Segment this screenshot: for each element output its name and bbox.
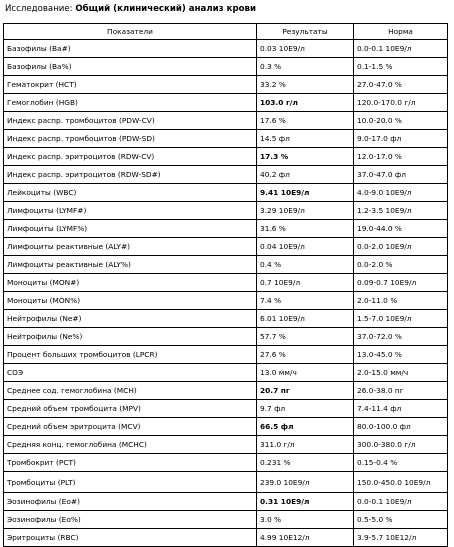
table-row [4, 40, 448, 58]
table-row [4, 472, 448, 493]
table-row [4, 511, 448, 529]
indicator-cell: Индекс распр. тромбоцитов (PDW-SD) [4, 130, 257, 148]
result-cell: 13.0 мм/ч [257, 364, 354, 382]
table-row [4, 328, 448, 346]
column-header-norm: Норма [354, 24, 448, 40]
indicator-cell: Тромбоциты (PLT) [4, 472, 257, 493]
indicator-cell: Эритроциты (RBC) [4, 529, 257, 547]
result-cell: 27.6 % [257, 346, 354, 364]
norm-cell: 300.0-380.0 г/л [354, 436, 448, 454]
result-cell: 0.231 % [257, 454, 354, 472]
table-row [4, 493, 448, 511]
table-row [4, 148, 448, 166]
indicator-cell: Базофилы (Ba#) [4, 40, 257, 58]
table-row [4, 292, 448, 310]
indicator-cell: Индекс распр. тромбоцитов (PDW-CV) [4, 112, 257, 130]
result-cell: 311.0 г/л [257, 436, 354, 454]
result-cell: 3.29 10E9/л [257, 202, 354, 220]
norm-cell: 0.09-0.7 10E9/л [354, 274, 448, 292]
norm-cell: 0.0-0.1 10E9/л [354, 40, 448, 58]
table-row [4, 310, 448, 328]
indicator-cell: Среднее сод. гемоглобина (MCH) [4, 382, 257, 400]
norm-cell: 80.0-100.0 фл [354, 418, 448, 436]
table-row [4, 166, 448, 184]
norm-cell: 3.9-5.7 10E12/л [354, 529, 448, 547]
norm-cell: 37.0-47.0 фл [354, 166, 448, 184]
result-cell: 0.4 % [257, 256, 354, 274]
result-cell: 9.41 10E9/л [257, 184, 354, 202]
table-row [4, 220, 448, 238]
result-cell: 9.7 фл [257, 400, 354, 418]
indicator-cell: Средняя конц. гемоглобина (MCHC) [4, 436, 257, 454]
indicator-cell: Нейтрофилы (Ne%) [4, 328, 257, 346]
result-cell: 31.6 % [257, 220, 354, 238]
norm-cell: 7.4-11.4 фл [354, 400, 448, 418]
table-header-row [4, 24, 448, 40]
result-cell: 0.3 % [257, 58, 354, 76]
indicator-cell: Эозинофилы (Eo%) [4, 511, 257, 529]
table-row [4, 454, 448, 472]
result-cell: 0.7 10E9/л [257, 274, 354, 292]
norm-cell: 1.5-7.0 10E9/л [354, 310, 448, 328]
result-cell: 66.5 фл [257, 418, 354, 436]
indicator-cell: Средний объем тромбоцита (MPV) [4, 400, 257, 418]
indicator-cell: Лимфоциты (LYMF#) [4, 202, 257, 220]
indicator-cell: Индекс распр. эритроцитов (RDW-SD#) [4, 166, 257, 184]
table-row [4, 76, 448, 94]
indicator-cell: Гемоглобин (HGB) [4, 94, 257, 112]
result-cell: 14.5 фл [257, 130, 354, 148]
norm-cell: 1.2-3.5 10E9/л [354, 202, 448, 220]
norm-cell: 4.0-9.0 10E9/л [354, 184, 448, 202]
result-cell: 6.01 10E9/л [257, 310, 354, 328]
result-cell: 0.31 10E9/л [257, 493, 354, 511]
result-cell: 0.03 10E9/л [257, 40, 354, 58]
table-row [4, 94, 448, 112]
indicator-cell: Лейкоциты (WBC) [4, 184, 257, 202]
norm-cell: 0.5-5.0 % [354, 511, 448, 529]
table-row [4, 238, 448, 256]
norm-cell: 9.0-17.0 фл [354, 130, 448, 148]
table-row [4, 529, 448, 547]
indicator-cell: Моноциты (MON%) [4, 292, 257, 310]
result-cell: 0.04 10E9/л [257, 238, 354, 256]
result-cell: 3.0 % [257, 511, 354, 529]
norm-cell: 10.0-20.0 % [354, 112, 448, 130]
norm-cell: 0.1-1.5 % [354, 58, 448, 76]
table-row [4, 202, 448, 220]
norm-cell: 2.0-11.0 % [354, 292, 448, 310]
norm-cell: 2.0-15.0 мм/ч [354, 364, 448, 382]
norm-cell: 27.0-47.0 % [354, 76, 448, 94]
table-row [4, 130, 448, 148]
indicator-cell: Тромбокрит (PCT) [4, 454, 257, 472]
table-row [4, 256, 448, 274]
norm-cell: 19.0-44.0 % [354, 220, 448, 238]
column-header-indicator: Показатели [4, 24, 257, 40]
indicator-cell: Лимфоциты реактивные (ALY%) [4, 256, 257, 274]
norm-cell: 0.0-0.1 10E9/л [354, 493, 448, 511]
result-cell: 239.0 10E9/л [257, 472, 354, 493]
norm-cell: 0.0-2.0 % [354, 256, 448, 274]
indicator-cell: Индекс распр. эритроцитов (RDW-CV) [4, 148, 257, 166]
table-row [4, 346, 448, 364]
result-cell: 33.2 % [257, 76, 354, 94]
norm-cell: 26.0-38.0 пг [354, 382, 448, 400]
result-cell: 4.99 10E12/л [257, 529, 354, 547]
norm-cell: 37.0-72.0 % [354, 328, 448, 346]
norm-cell: 150.0-450.0 10E9/л [354, 472, 448, 493]
indicator-cell: Лимфоциты (LYMF%) [4, 220, 257, 238]
column-header-result: Результаты [257, 24, 354, 40]
indicator-cell: Процент больших тромбоцитов (LPCR) [4, 346, 257, 364]
norm-cell: 0.15-0.4 % [354, 454, 448, 472]
indicator-cell: Базофилы (Ba%) [4, 58, 257, 76]
table-row [4, 112, 448, 130]
indicator-cell: Лимфоциты реактивные (ALY#) [4, 238, 257, 256]
table-row [4, 184, 448, 202]
table-row [4, 400, 448, 418]
table-row [4, 364, 448, 382]
result-cell: 7.4 % [257, 292, 354, 310]
table-row [4, 58, 448, 76]
result-cell: 17.6 % [257, 112, 354, 130]
norm-cell: 13.0-45.0 % [354, 346, 448, 364]
results-table-body [4, 40, 448, 547]
results-table [3, 23, 448, 547]
indicator-cell: Моноциты (MON#) [4, 274, 257, 292]
indicator-cell: Средний объем эритроцита (MCV) [4, 418, 257, 436]
study-title: Общий (клинический) анализ крови [75, 4, 256, 14]
result-cell: 20.7 пг [257, 382, 354, 400]
result-cell: 40.2 фл [257, 166, 354, 184]
result-cell: 57.7 % [257, 328, 354, 346]
indicator-cell: Гематокрит (HCT) [4, 76, 257, 94]
table-row [4, 418, 448, 436]
indicator-cell: Эозинофилы (Eo#) [4, 493, 257, 511]
indicator-cell: СОЭ [4, 364, 257, 382]
norm-cell: 12.0-17.0 % [354, 148, 448, 166]
result-cell: 103.0 г/л [257, 94, 354, 112]
study-label: Исследование: [5, 4, 73, 14]
study-heading [5, 4, 256, 14]
table-row [4, 382, 448, 400]
indicator-cell: Нейтрофилы (Ne#) [4, 310, 257, 328]
result-cell: 17.3 % [257, 148, 354, 166]
norm-cell: 120.0-170.0 г/л [354, 94, 448, 112]
norm-cell: 0.0-2.0 10E9/л [354, 238, 448, 256]
table-row [4, 274, 448, 292]
table-row [4, 436, 448, 454]
